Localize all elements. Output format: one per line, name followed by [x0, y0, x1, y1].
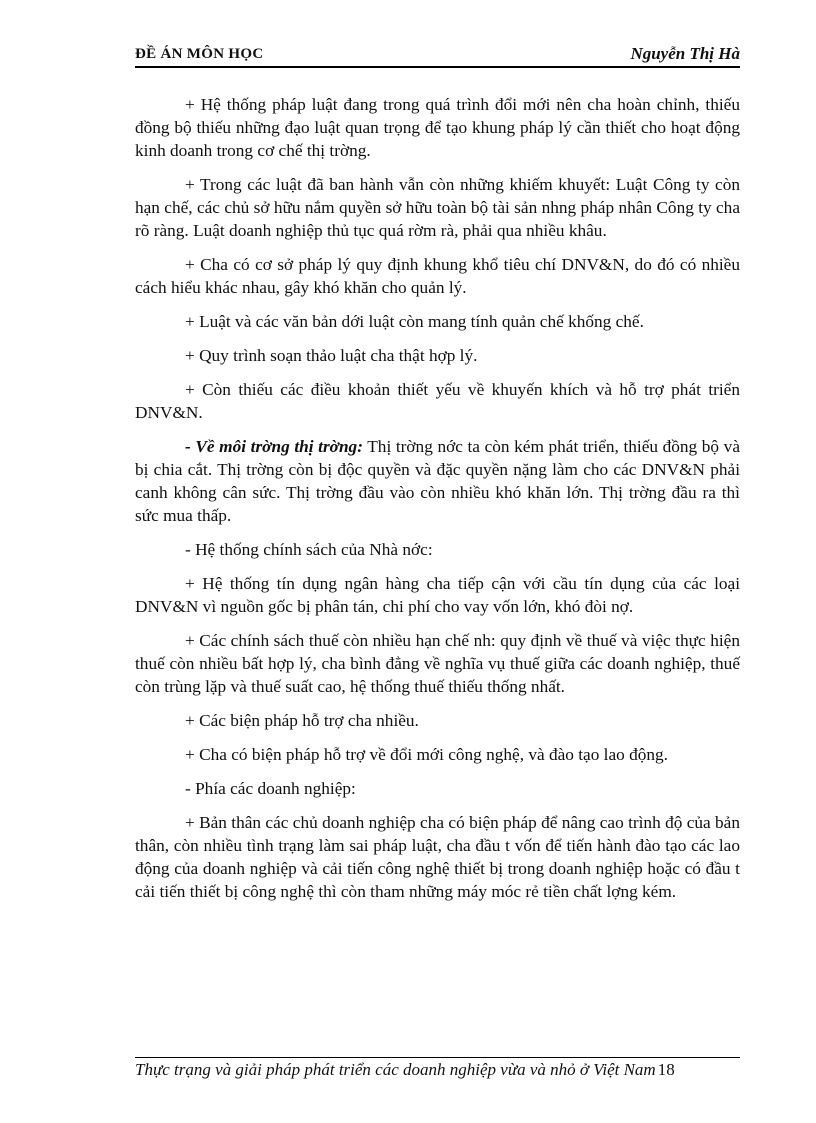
section-lead: - Về môi trờng thị trờng: — [185, 437, 363, 456]
paragraph-text: + Bản thân các chủ doanh nghiệp cha có biện pháp để nâng cao trình độ của bản thân, còn nhiều tình trạng làm sai pháp luật, cha đầu t vốn để tiến hành đào tạo các lao động của doanh nghiệp và cải tiến công nghệ thiết bị trong doanh nghiệp hoặc có đầu t cải tiến thiết bị công nghệ thì còn tham những máy móc rẻ tiền chất lợng kém. — [135, 813, 740, 901]
document-type-label: ĐỀ ÁN MÔN HỌC — [135, 46, 264, 62]
footer-title: Thực trạng và giải pháp phát triển các doanh nghiệp vừa và nhỏ ở Việt Nam — [135, 1060, 656, 1079]
paragraph — [135, 572, 740, 618]
paragraph — [135, 253, 740, 299]
paragraph-text: - Phía các doanh nghiệp: — [185, 779, 356, 798]
page-header — [135, 44, 740, 68]
paragraph-text: + Các biện pháp hỗ trợ cha nhiều. — [185, 711, 419, 730]
paragraph — [135, 435, 740, 527]
paragraph-text: + Cha có cơ sở pháp lý quy định khung khổ tiêu chí DNV&N, do đó có nhiều cách hiểu khác nhau, gây khó khăn cho quản lý. — [135, 255, 740, 297]
paragraph — [135, 777, 740, 800]
paragraph-text: + Các chính sách thuế còn nhiều hạn chế nh: quy định về thuế và việc thực hiện thuế còn nhiều bất hợp lý, cha bình đẳng về nghĩa vụ thuế giữa các doanh nghiệp, thuế còn trùng lặp và thuế suất cao, hệ thống thuế thiếu thống nhất. — [135, 631, 740, 696]
paragraph-text: + Hệ thống tín dụng ngân hàng cha tiếp cận với cầu tín dụng của các loại DNV&N vì nguồn gốc bị phân tán, chi phí cho vay vốn lớn, khó đòi nợ. — [135, 574, 740, 616]
paragraph — [135, 310, 740, 333]
paragraph-text: + Cha có biện pháp hỗ trợ về đổi mới công nghệ, và đào tạo lao động. — [185, 745, 668, 764]
author-name: Nguyễn Thị Hà — [630, 44, 740, 63]
paragraph-text: + Trong các luật đã ban hành vẫn còn những khiếm khuyết: Luật Công ty còn hạn chế, các chủ sở hữu nắm quyền sở hữu toàn bộ tài sản nhng pháp nhân Công ty cha rõ ràng. Luật doanh nghiệp thủ tục quá rờm rà, phải qua nhiều khâu. — [135, 175, 740, 240]
paragraph — [135, 173, 740, 242]
paragraph — [135, 709, 740, 732]
body-text — [135, 93, 740, 914]
paragraph — [135, 743, 740, 766]
page-footer — [135, 1057, 740, 1080]
paragraph — [135, 378, 740, 424]
paragraph-text: + Còn thiếu các điều khoản thiết yếu về khuyến khích và hỗ trợ phát triển DNV&N. — [135, 380, 740, 422]
paragraph-text: + Quy trình soạn thảo luật cha thật hợp lý. — [185, 346, 478, 365]
paragraph — [135, 538, 740, 561]
paragraph — [135, 811, 740, 903]
paragraph — [135, 93, 740, 162]
paragraph — [135, 629, 740, 698]
page-number: 18 — [657, 1060, 675, 1079]
paragraph-text: - Hệ thống chính sách của Nhà nớc: — [185, 540, 433, 559]
paragraph — [135, 344, 740, 367]
paragraph-text: + Luật và các văn bản dới luật còn mang tính quản chế khống chế. — [185, 312, 644, 331]
paragraph-text: + Hệ thống pháp luật đang trong quá trình đổi mới nên cha hoàn chỉnh, thiếu đồng bộ thiếu những đạo luật quan trọng để tạo khung pháp lý cần thiết cho hoạt động kinh doanh trong cơ chế thị trờng. — [135, 95, 740, 160]
paragraph-text: Thị trờng nớc ta còn kém phát triển, thiếu đồng bộ và bị chia cắt. Thị trờng còn bị độc quyền và đặc quyền nặng làm cho các DNV&N phải canh không cân sức. Thị trờng đầu vào còn nhiều khó khăn lớn. Thị trờng đầu ra thì sức mua thấp. — [135, 437, 740, 525]
